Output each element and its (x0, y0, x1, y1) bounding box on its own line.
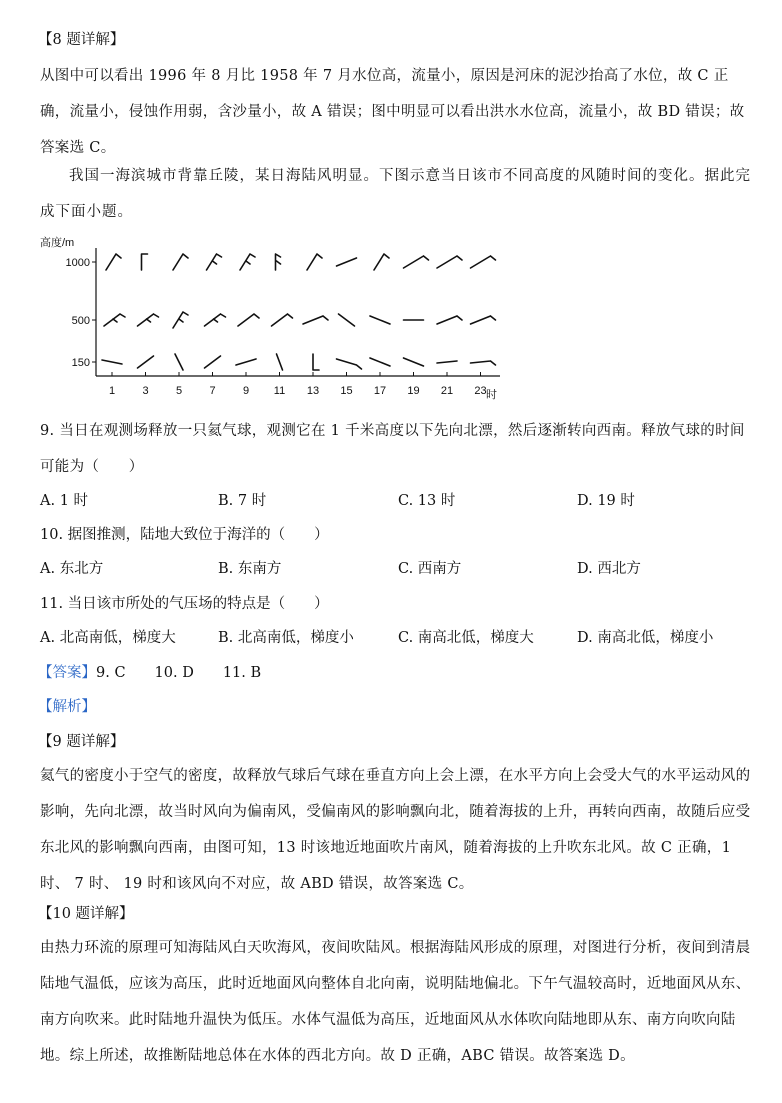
wind-barb (370, 316, 390, 324)
wind-barb (277, 354, 283, 370)
answer-value: 9. C 10. D 11. B (96, 665, 262, 681)
wind-barb (337, 359, 362, 369)
sec8-body: 从图中可以看出 1996 年 8 月比 1958 年 7 月水位高，流量小，原因是河床的泥沙抬高了水位，故 C 正确，流量小，侵蚀作用弱，含沙量小，故 A 错误；图中明显可以看出洪水水位高，流量小，故 BD 错误；故答案选 C。 (40, 68, 745, 156)
q9-option-d[interactable]: D. 19 时 (577, 493, 635, 509)
wind-barb (207, 254, 222, 270)
x-tick-label: 5 (175, 385, 183, 397)
wind-barb (313, 354, 319, 370)
x-tick-label: 15 (340, 385, 353, 397)
q10-option-d[interactable]: D. 西北方 (577, 561, 641, 577)
q11-option-a[interactable]: A. 北高南低，梯度大 (40, 630, 176, 646)
wind-barb (142, 254, 148, 270)
q9-option-a[interactable]: A. 1 时 (40, 493, 89, 509)
wind-barb (471, 256, 496, 268)
chart-ylabel: 高度/m (40, 237, 75, 249)
y-tick-label: 1000 (65, 257, 90, 269)
wind-barb (303, 316, 328, 324)
q10-option-c[interactable]: C. 西南方 (398, 561, 462, 577)
wind-barb (337, 258, 357, 266)
wind-barb (106, 254, 121, 270)
chart-xlabel: 时 (486, 389, 497, 401)
x-tick-label: 3 (142, 385, 149, 397)
wind-barb (437, 316, 462, 324)
x-tick-label: 21 (440, 385, 454, 397)
q11-text: 11. 当日该市所处的气压场的特点是（ ） (40, 596, 329, 612)
q11-option-d[interactable]: D. 南高北低，梯度小 (577, 630, 714, 646)
wind-barb (276, 254, 281, 270)
analysis-label: 【解析】 (38, 699, 96, 715)
wind-barb (173, 254, 188, 270)
answer-line (38, 661, 261, 682)
wind-barb (173, 312, 188, 328)
wind-barb (238, 314, 259, 326)
x-tick-label: 11 (273, 385, 286, 397)
sec10-body: 由热力环流的原理可知海陆风白天吹海风，夜间吹陆风。根据海陆风形成的原理，对图进行分析，夜间到清晨陆地气温低，应该为高压，此时近地面风向整体自北向南，说明陆地偏北。下午气温较高时，近地面风从东、南方向吹来。此时陆地升温快为低压。水体气温低为高压，近地面风从水体吹向陆地即从东、南方向吹向陆地。综上所述，故推断陆地总体在水体的西北方向。故 D 正确，ABC 错误。故答案选 D。 (40, 940, 751, 1064)
wind-barb (370, 358, 390, 366)
wind-chart (38, 228, 558, 408)
wind-barb (175, 354, 183, 370)
wind-barb (374, 254, 389, 270)
sec10-heading: 【10 题详解】 (38, 906, 134, 922)
q9-text: 9. 当日在观测场释放一只氦气球，观测它在 1 千米高度以下先向北漂，然后逐渐转向西南。释放气球的时间可能为（ ） (40, 423, 745, 475)
x-tick-label: 7 (209, 385, 216, 397)
wind-barb (138, 314, 159, 326)
sec9-heading: 【9 题详解】 (38, 734, 125, 750)
q10-text: 10. 据图推测，陆地大致位于海洋的（ ） (40, 527, 329, 543)
q9-option-b[interactable]: B. 7 时 (218, 493, 267, 509)
wind-barb (471, 316, 496, 324)
x-tick-label: 13 (306, 385, 320, 397)
wind-barb (437, 256, 462, 268)
q11-option-c[interactable]: C. 南高北低，梯度大 (398, 630, 534, 646)
wind-barb (471, 361, 496, 365)
q10-option-b[interactable]: B. 东南方 (218, 561, 282, 577)
y-tick-label: 150 (71, 357, 90, 369)
wind-barb (339, 314, 355, 326)
intro-text: 我国一海滨城市背靠丘陵，某日海陆风明显。下图示意当日该市不同高度的风随时间的变化。据此完成下面小题。 (40, 168, 751, 220)
sec9-body: 氦气的密度小于空气的密度，故释放气球后气球在垂直方向上会上漂，在水平方向上会受大气的水平运动风的影响，先向北漂，故当时风向为偏南风，受偏南风的影响飘向北，随着海拔的上升，再转向西南，故随后应受东北风的影响飘向西南，由图可知，13 时该地近地面吹片南风，随着海拔的上升吹东北风。故 C 正确，1 时、 7 时、 19 时和该风向不对应，故 ABD 错误，故答案选 C。 (40, 768, 751, 892)
x-tick-label: 17 (373, 385, 387, 397)
wind-barb (236, 359, 256, 365)
x-tick-label: 23 (474, 385, 487, 397)
q9-option-c[interactable]: C. 13 时 (398, 493, 456, 509)
wind-barb (102, 360, 122, 364)
wind-barb (138, 356, 154, 368)
x-tick-label: 9 (242, 385, 250, 397)
x-tick-label: 1 (108, 385, 116, 397)
wind-barb (240, 254, 255, 270)
wind-barb (307, 254, 322, 270)
wind-barb (404, 358, 424, 366)
wind-barb (404, 256, 429, 268)
q10-option-a[interactable]: A. 东北方 (40, 561, 104, 577)
wind-barb (205, 356, 221, 368)
answer-label: 【答案】 (38, 665, 96, 681)
wind-barb (104, 314, 125, 326)
wind-barb (205, 314, 226, 326)
y-tick-label: 500 (71, 315, 90, 327)
sec8-heading: 【8 题详解】 (38, 32, 125, 48)
q11-option-b[interactable]: B. 北高南低，梯度小 (218, 630, 354, 646)
wind-barb (437, 361, 457, 363)
wind-barb (272, 314, 293, 326)
x-tick-label: 19 (407, 385, 420, 397)
